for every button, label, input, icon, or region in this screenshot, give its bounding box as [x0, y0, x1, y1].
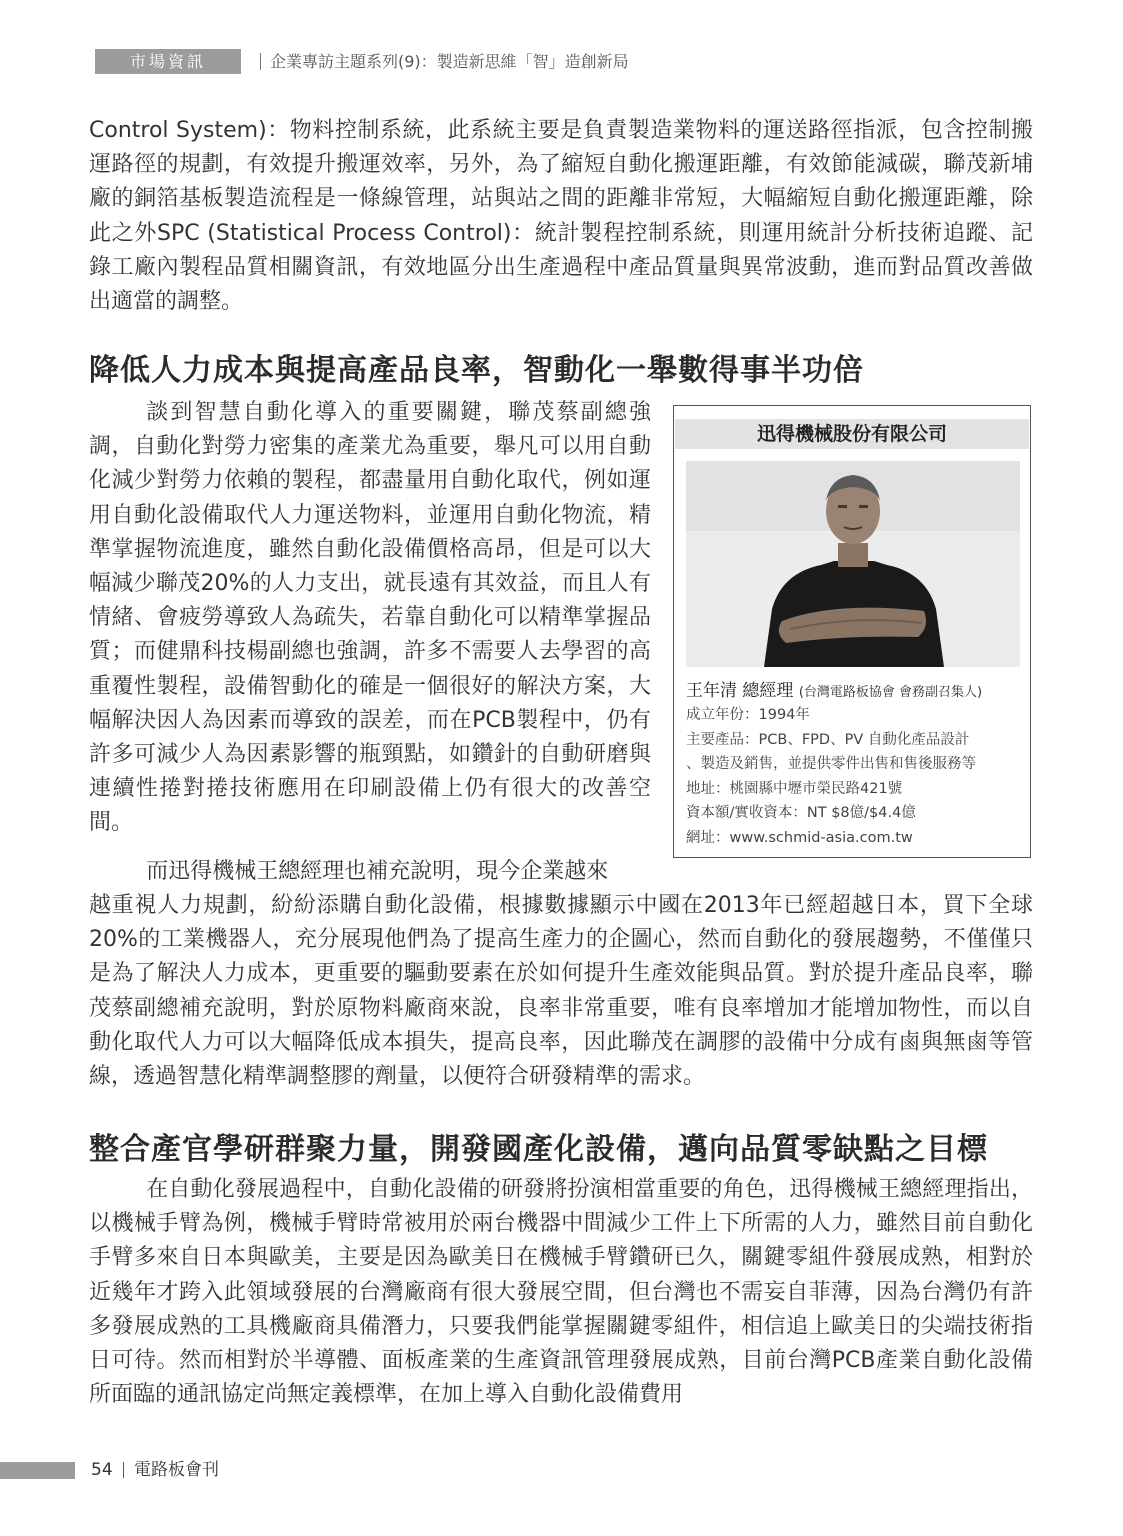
portrait-image — [686, 461, 1020, 667]
person-name-title: 王年清 總經理 — [686, 681, 794, 701]
info-products: 主要產品：PCB、FPD、PV 自動化產品設計 — [686, 731, 970, 748]
header-divider — [260, 53, 261, 70]
intro-paragraph: Control System)：物料控制系統，此系統主要是負責製造業物料的運送路徑指派，包含控制搬運路徑的規劃，有效提升搬運效率，另外，為了縮短自動化搬運距離，有效節能減碳，聯茂新埔廠的銅箔基板製造流程是一條線管理，站與站之間的距離非常短，大幅縮短自動化搬運距離，除此之外SPC (Statistical Process Control)：統計製程控制系統，則運用統計分析技術追蹤、記錄工廠內製程品質相關資訊，有效地區分出生產過程中產品質量與異常波動，進而對品質改善做出適當的調整。 — [89, 118, 1033, 315]
publication-name: 電路板會刊 — [134, 1460, 219, 1480]
section1-paragraph-2-start: 而迅得機械王總經理也補充說明，現今企業越來 — [146, 859, 609, 884]
section-tab: 市場資訊 — [95, 49, 241, 74]
info-capital: 資本額/實收資本：NT $8億/$4.4億 — [686, 805, 916, 821]
section2-heading: 整合產官學研群聚力量，開發國產化設備，邁向品質零缺點之目標 — [89, 1132, 988, 1167]
section1-paragraph-2: 越重視人力規劃，紛紛添購自動化設備，根據數據顯示中國在2013年已經超越日本，買下全球20%的工業機器人，充分展現他們為了提高生產力的企圖心，然而自動化的發展趨勢，不僅僅只是為了解決人力成本，更重要的驅動要素在於如何提升生產效能與品質。對於提升產品良率，聯茂蔡副總補充說明，對於原物料廠商來說，良率非常重要，唯有良率增加才能增加物性，而以自動化取代人力可以大幅降低成本損失，提高良率，因此聯茂在調膠的設備中分成有鹵與無鹵等管線，透過智慧化精準調整膠的劑量，以便符合研發精準的需求。 — [89, 893, 1033, 1090]
footer-bar — [0, 1462, 75, 1479]
company-info-box — [673, 405, 1031, 858]
section1-paragraph-1: 談到智慧自動化導入的重要關鍵，聯茂蔡副總強調，自動化對勞力密集的產業尤為重要，舉凡可以用自動化減少對勞力依賴的製程，都盡量用自動化取代，例如運用自動化設備取代人力運送物料，並運用自動化物流，精準掌握物流進度，雖然自動化設備價格高昂，但是可以大幅減少聯茂20%的人力支出，就長遠有其效益，而且人有情緒、會疲勞導致人為疏失，若靠自動化可以精準掌握品質；而健鼎科技楊副總也強調，許多不需要人去學習的高重覆性製程，設備智動化的確是一個很好的解決方案，大幅解決因人為因素而導致的誤差，而在PCB製程中，仍有許多可減少人為因素影響的瓶頸點，如鑽針的自動研磨與連續性捲對捲技術應用在印刷設備上仍有很大的改善空間。 — [89, 400, 651, 836]
info-website: 網址：www.schmid-asia.com.tw — [686, 829, 913, 846]
info-products-cont: 、製造及銷售，並提供零件出售和售後服務等 — [686, 756, 976, 772]
company-details — [686, 703, 1026, 850]
info-founded: 成立年份：1994年 — [686, 707, 810, 723]
section2-paragraph-1: 在自動化發展過程中，自動化設備的研發將扮演相當重要的角色，迅得機械王總經理指出，以機械手臂為例，機械手臂時常被用於兩台機器中間減少工件上下所需的人力，雖然目前自動化手臂多來自日本與歐美，主要是因為歐美日在機械手臂鑽研已久，關鍵零組件發展成熟，相對於近幾年才跨入此領域發展的台灣廠商有很大發展空間，但台灣也不需妄自菲薄，因為台灣仍有許多發展成熟的工具機廠商具備潛力，只要我們能掌握關鍵零組件，相信追上歐美日的尖端技術指日可待。然而相對於半導體、面板產業的生產資訊管理發展成熟，目前台灣PCB產業自動化設備所面臨的通訊協定尚無定義標準，在加上導入自動化設備費用 — [89, 1177, 1033, 1408]
person-affiliation: (台灣電路板協會 會務副召集人) — [798, 685, 983, 700]
footer-divider — [123, 1462, 124, 1478]
page-number: 54 — [91, 1460, 113, 1480]
info-address: 地址：桃園縣中壢市榮民路421號 — [686, 780, 903, 797]
person-photo — [686, 461, 1020, 667]
person-name — [686, 676, 982, 701]
section1-heading: 降低人力成本與提高產品良率，智動化一舉數得事半功倍 — [89, 353, 864, 388]
company-name: 迅得機械股份有限公司 — [675, 419, 1029, 449]
series-title: 企業專訪主題系列(9)：製造新思維「智」造創新局 — [270, 52, 629, 71]
